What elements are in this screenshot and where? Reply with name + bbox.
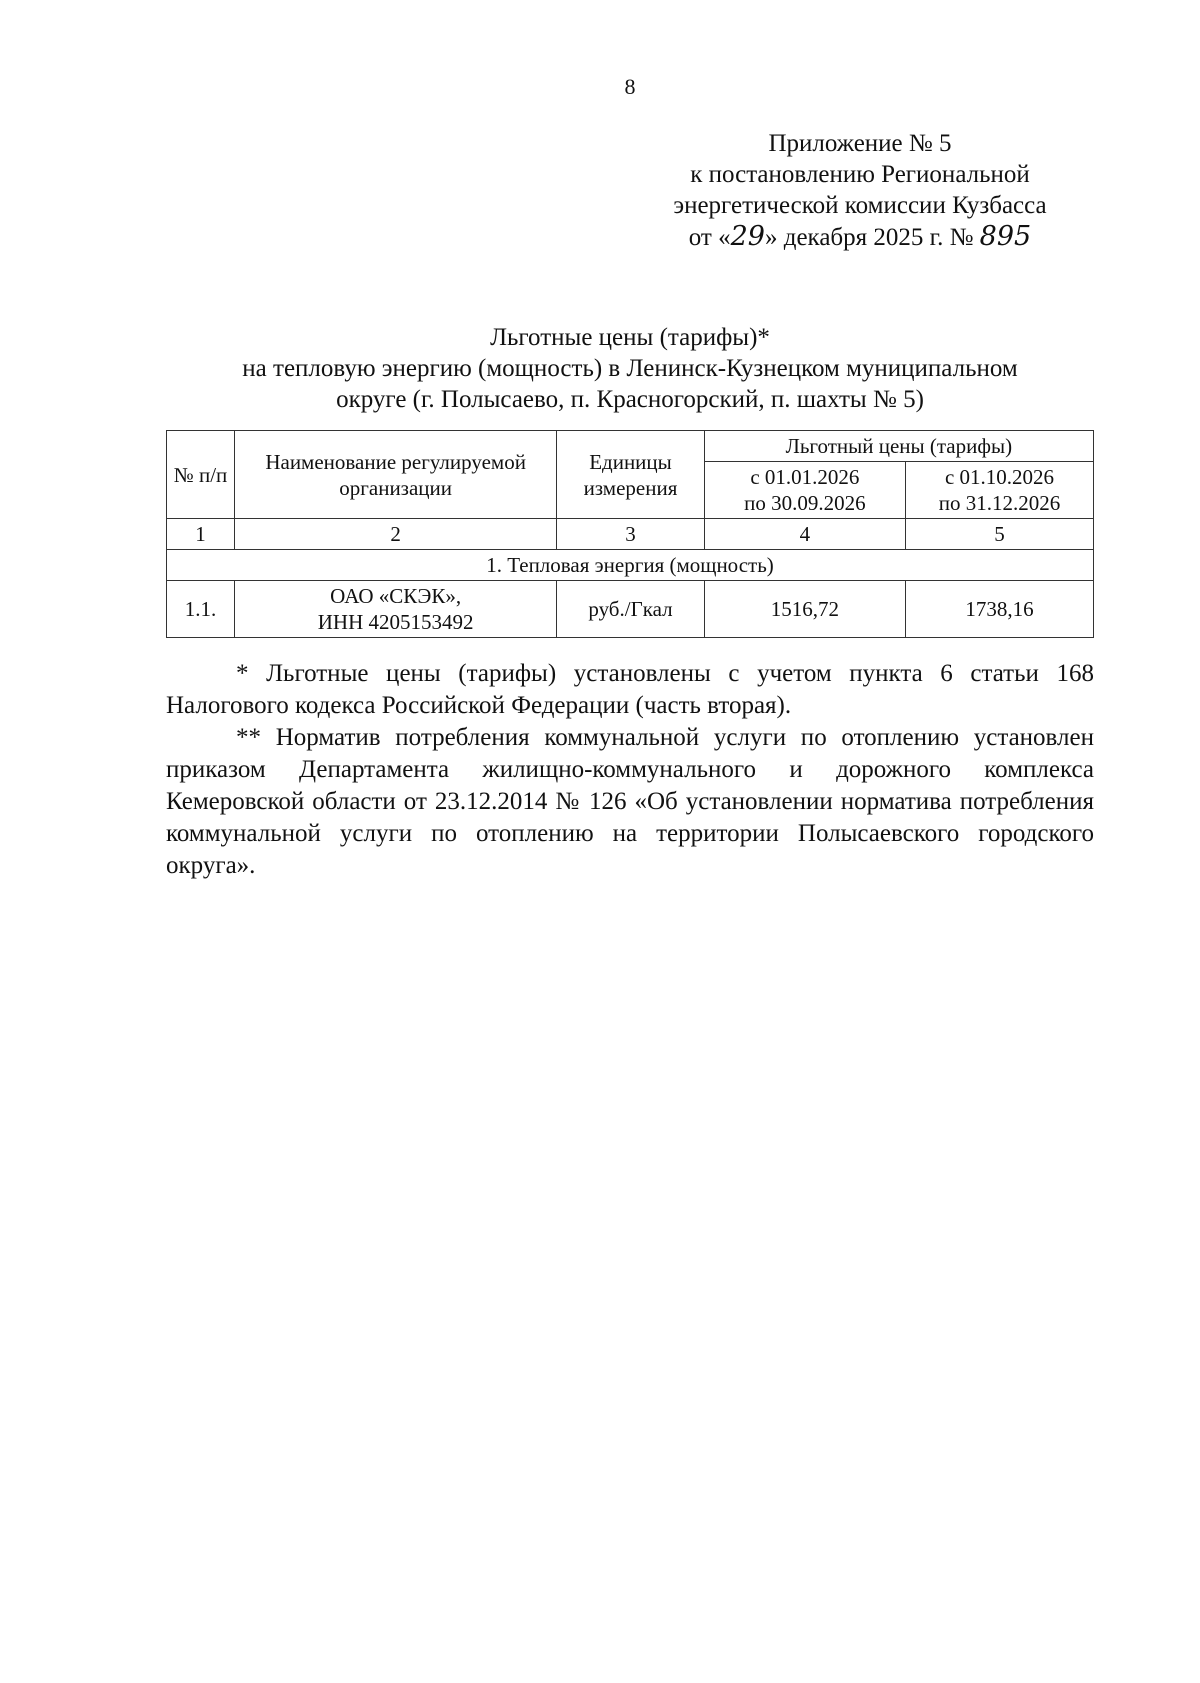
org-name: ОАО «СКЭК»,	[330, 584, 462, 608]
header-prices: Льготный цены (тарифы)	[704, 431, 1093, 462]
column-number: 3	[557, 519, 704, 550]
title-line-2: на тепловую энергию (мощность) в Ленинск-Кузнецком муниципальном	[242, 355, 1018, 382]
title-line-3: округе (г. Полысаево, п. Красногорский, п. шахты № 5)	[336, 386, 924, 413]
date-middle: » декабря 2025 г. №	[764, 224, 980, 251]
date-prefix: от «	[688, 224, 731, 251]
footnote-2: ** Норматив потребления коммунальной услуги по отоплению установлен приказом Департамента жилищно-коммунального и дорожного комплекса Кемеровской области от 23.12.2014 № 126 «Об установлении норматива потребления коммунальной услуги по отоплению на территории Полысаевского городского округа».	[166, 724, 1094, 879]
column-number: 2	[234, 519, 556, 550]
row-org	[234, 581, 556, 638]
document-title	[150, 322, 1110, 415]
handwritten-number: 895	[979, 221, 1032, 252]
header-org: Наименование регулируемой организации	[234, 431, 556, 519]
table-row	[167, 581, 1094, 638]
handwritten-day: 29	[730, 221, 765, 252]
row-num: 1.1.	[167, 581, 235, 638]
header-period-2	[906, 462, 1094, 519]
row-unit: руб./Гкал	[557, 581, 704, 638]
column-number: 1	[167, 519, 235, 550]
section-heat-energy: 1. Тепловая энергия (мощность)	[167, 550, 1094, 581]
period-2-end: по 31.12.2026	[938, 491, 1061, 515]
appendix-date-line	[630, 221, 1090, 253]
header-num: № п/п	[167, 431, 235, 519]
appendix-commission-line: энергетической комиссии Кузбасса	[673, 192, 1047, 219]
footnotes	[166, 658, 1094, 882]
section-row	[167, 550, 1094, 581]
page-number: 8	[624, 74, 636, 99]
column-number: 5	[906, 519, 1094, 550]
row-price-1: 1516,72	[704, 581, 905, 638]
org-inn: ИНН 4205153492	[317, 610, 474, 634]
appendix-resolution-line: к постановлению Региональной	[690, 161, 1030, 188]
period-1-start: с 01.01.2026	[750, 465, 860, 489]
column-numbers-row	[167, 519, 1094, 550]
appendix-title: Приложение № 5	[768, 130, 952, 157]
column-number: 4	[704, 519, 905, 550]
period-2-start: с 01.10.2026	[944, 465, 1055, 489]
tariff-table	[166, 430, 1094, 638]
header-unit: Единицы измерения	[557, 431, 704, 519]
appendix-header	[630, 128, 1090, 253]
row-price-2: 1738,16	[906, 581, 1094, 638]
table-header-row	[167, 431, 1094, 462]
footnote-1: * Льготные цены (тарифы) установлены с учетом пункта 6 статьи 168 Налогового кодекса Российской Федерации (часть вторая).	[166, 660, 1094, 719]
header-period-1	[704, 462, 905, 519]
title-line-1: Льготные цены (тарифы)*	[490, 324, 770, 351]
period-1-end: по 30.09.2026	[744, 491, 866, 515]
